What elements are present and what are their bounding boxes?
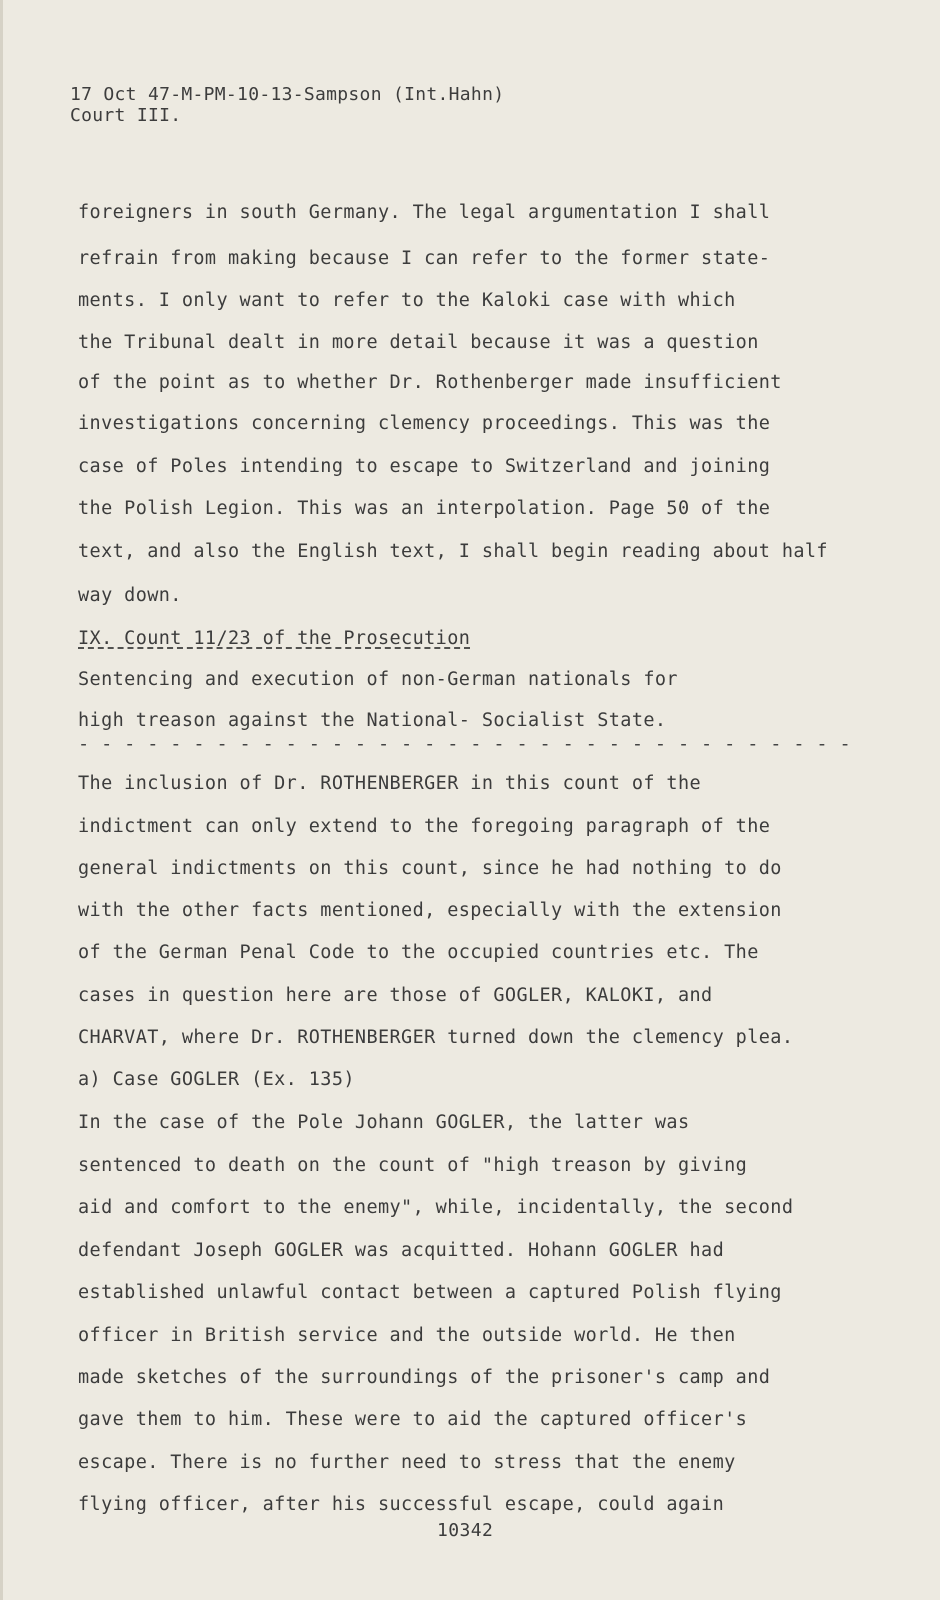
paragraph-line: officer in British service and the outside world. He then	[78, 1325, 736, 1346]
header-court-line: Court III.	[70, 105, 182, 126]
body-line: text, and also the English text, I shall begin reading about half	[78, 541, 828, 562]
paragraph-line: gave them to him. These were to aid the captured officer's	[78, 1409, 748, 1430]
section-line: Sentencing and execution of non-German nationals for	[78, 669, 678, 690]
paragraph-line: made sketches of the surroundings of the prisoner's camp and	[78, 1367, 771, 1388]
body-line: case of Poles intending to escape to Switzerland and joining	[78, 456, 771, 477]
body-line: the Tribunal dealt in more detail because it was a question	[78, 332, 759, 353]
paragraph-line: CHARVAT, where Dr. ROTHENBERGER turned down the clemency plea.	[78, 1027, 794, 1048]
body-line: of the point as to whether Dr. Rothenberger made insufficient	[78, 372, 782, 393]
dashed-separator: - - - - - - - - - - - - - - - - - - - - - - - - - - - - - - - - - -	[78, 734, 852, 755]
paragraph-line: defendant Joseph GOGLER was acquitted. Hohann GOGLER had	[78, 1240, 725, 1261]
transcript-header	[70, 84, 504, 126]
paragraph-line: aid and comfort to the enemy", while, incidentally, the second	[78, 1197, 794, 1218]
body-line: investigations concerning clemency proceedings. This was the	[78, 413, 771, 434]
paragraph-line: with the other facts mentioned, especially with the extension	[78, 900, 782, 921]
paragraph-line: of the German Penal Code to the occupied countries etc. The	[78, 942, 759, 963]
body-line: foreigners in south Germany. The legal argumentation I shall	[78, 202, 771, 223]
paragraph-line: cases in question here are those of GOGLER, KALOKI, and	[78, 985, 713, 1006]
paragraph-line: In the case of the Pole Johann GOGLER, the latter was	[78, 1112, 690, 1133]
body-line: ments. I only want to refer to the Kaloki case with which	[78, 290, 736, 311]
header-session-line: 17 Oct 47-M-PM-10-13-Sampson (Int.Hahn)	[70, 84, 505, 105]
page-edge	[0, 0, 3, 1600]
section-heading: IX. Count 11/23 of the Prosecution	[78, 628, 471, 649]
page-number: 10342	[437, 1520, 494, 1541]
case-heading: a) Case GOGLER (Ex. 135)	[78, 1069, 355, 1090]
section-line: high treason against the National- Socialist State.	[78, 710, 667, 731]
paragraph-line: indictment can only extend to the foregoing paragraph of the	[78, 816, 771, 837]
paragraph-line: The inclusion of Dr. ROTHENBERGER in this count of the	[78, 773, 702, 794]
body-line: way down.	[78, 585, 182, 606]
paragraph-line: general indictments on this count, since he had nothing to do	[78, 858, 782, 879]
body-line: refrain from making because I can refer to the former state-	[78, 248, 771, 269]
paragraph-line: flying officer, after his successful escape, could again	[78, 1494, 725, 1515]
body-line: the Polish Legion. This was an interpolation. Page 50 of the	[78, 498, 771, 519]
paragraph-line: established unlawful contact between a captured Polish flying	[78, 1282, 782, 1303]
paragraph-line: sentenced to death on the count of "high treason by giving	[78, 1155, 748, 1176]
paragraph-line: escape. There is no further need to stress that the enemy	[78, 1452, 736, 1473]
